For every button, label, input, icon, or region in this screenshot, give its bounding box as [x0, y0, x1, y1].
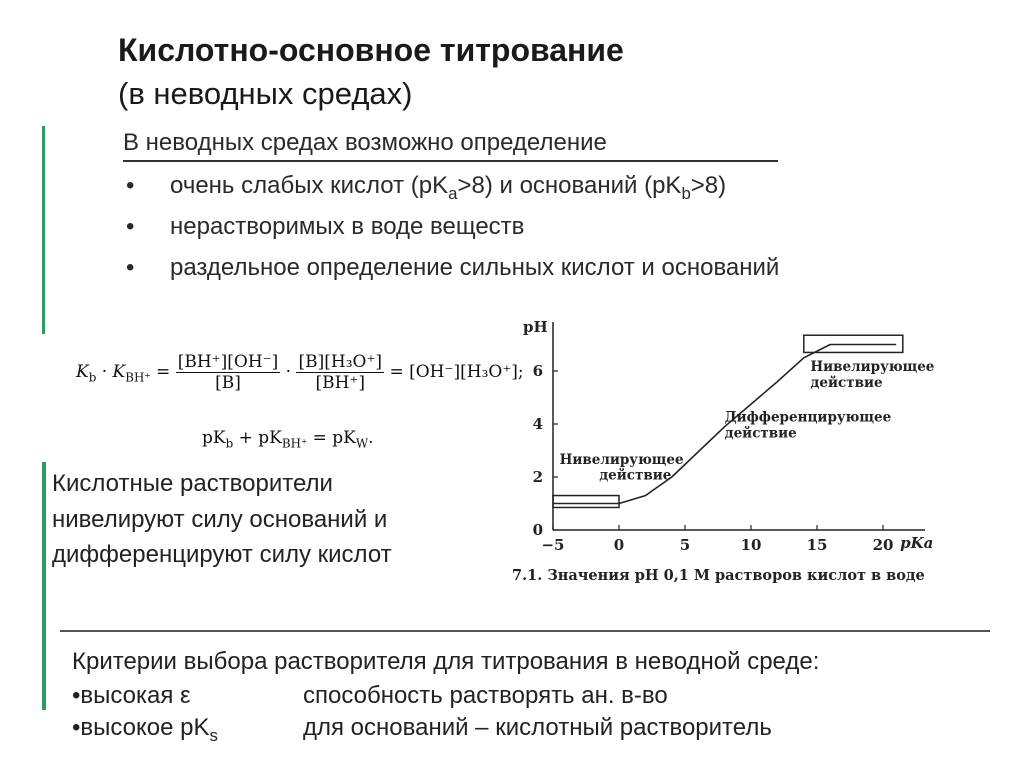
y-tick-label: 0 — [532, 521, 543, 539]
region-label-right: действие — [810, 374, 883, 391]
bullet-text: >8) — [690, 172, 727, 199]
bullet-sub: a — [448, 183, 458, 203]
criteria-heading: Критерии выбора растворителя для титрования в неводной среде: — [72, 648, 820, 675]
criteria-row-1-left: •высокая ε — [72, 682, 191, 709]
bullet-mark: • — [126, 172, 135, 199]
bullet-mark: • — [126, 254, 135, 281]
bullet-sub: b — [681, 183, 691, 203]
bullet-item-insoluble — [126, 213, 524, 241]
solvent-line-2: нивелируют силу оснований и — [52, 506, 388, 533]
y-tick-label: 2 — [532, 468, 543, 486]
diff-label: Дифференцирующее — [724, 409, 892, 426]
formula-sub: BH⁺ — [125, 370, 151, 385]
bullet-text: очень слабых кислот (pK — [170, 172, 449, 199]
formula-sub: BH⁺ — [281, 436, 308, 451]
bullet-text: нерастворимых в воде веществ — [170, 213, 525, 240]
page-title: Кислотно-основное титрование — [118, 32, 624, 68]
x-tick-label: 5 — [679, 536, 691, 554]
bullet-text: раздельное определение сильных кислот и оснований — [170, 254, 780, 281]
formula-dot: · — [285, 362, 292, 382]
formula-sub: W — [355, 436, 369, 451]
fraction-den: [BH⁺] — [315, 373, 366, 393]
formula-text: pK — [202, 428, 226, 448]
page-subtitle: (в неводных средах) — [118, 76, 413, 111]
region-label-left: Нивелирующее — [559, 451, 684, 468]
formula-text: = pK — [307, 428, 356, 448]
x-tick-label: 10 — [740, 536, 762, 554]
formula-text: + pK — [233, 428, 282, 448]
leveling-box — [553, 496, 619, 508]
criteria-text: •высокое pK — [72, 714, 210, 741]
y-tick-label: 4 — [532, 415, 543, 433]
fraction-num: [BH⁺][OH⁻] — [177, 352, 279, 372]
criteria-sub: s — [209, 725, 218, 745]
ionic-product-formula — [76, 352, 524, 393]
region-label-right: Нивелирующее — [810, 359, 935, 375]
criteria-row-1-right: способность растворять ан. в-во — [303, 682, 668, 709]
bullet-item-weak — [126, 172, 726, 204]
bullet-text: >8) и оснований (pK — [457, 172, 682, 199]
criteria-row-2-left — [72, 714, 218, 746]
region-label-left: действие — [599, 467, 672, 484]
criteria-row-2-right: для оснований – кислотный растворитель — [303, 714, 772, 741]
fraction-num: [B][H₃O⁺] — [298, 352, 383, 372]
y-axis-label: pH — [523, 318, 548, 336]
formula-dot: · — [101, 362, 108, 382]
chart-caption: 7.1. Значения pH 0,1 М растворов кислот в воде — [512, 567, 925, 584]
x-tick-label: 15 — [806, 536, 828, 554]
fraction-1 — [176, 352, 281, 393]
formula-sub: b — [225, 436, 234, 451]
bullet-item-separate — [126, 254, 779, 282]
fraction-2 — [296, 352, 384, 393]
x-tick-label: 0 — [613, 536, 625, 554]
accent-bar-bottom — [42, 462, 46, 710]
y-tick-label: 6 — [532, 362, 543, 380]
accent-bar-top — [42, 126, 45, 334]
solvent-line-1: Кислотные растворители — [52, 470, 333, 497]
formula-k: K — [76, 362, 89, 382]
solvent-line-3: дифференцируют силу кислот — [52, 541, 392, 568]
diff-label: действие — [724, 425, 797, 442]
formula-k: K — [112, 362, 126, 382]
ph-pka-chart — [505, 312, 935, 562]
formula-sub: b — [88, 370, 97, 385]
formula-text: . — [368, 428, 374, 448]
x-tick-label: 20 — [872, 536, 894, 554]
section-divider — [60, 630, 990, 632]
bullet-mark: • — [126, 213, 135, 240]
intro-text: В неводных средах возможно определение — [123, 129, 607, 156]
formula-rhs: = [OH⁻][H₃O⁺]; — [389, 362, 524, 382]
fraction-den: [B] — [215, 373, 241, 393]
intro-underline — [123, 160, 778, 162]
x-tick-label: −5 — [541, 536, 565, 554]
x-axis-label: pKa — [900, 534, 934, 552]
pk-sum-formula — [202, 428, 374, 450]
formula-eq: = — [156, 362, 171, 382]
